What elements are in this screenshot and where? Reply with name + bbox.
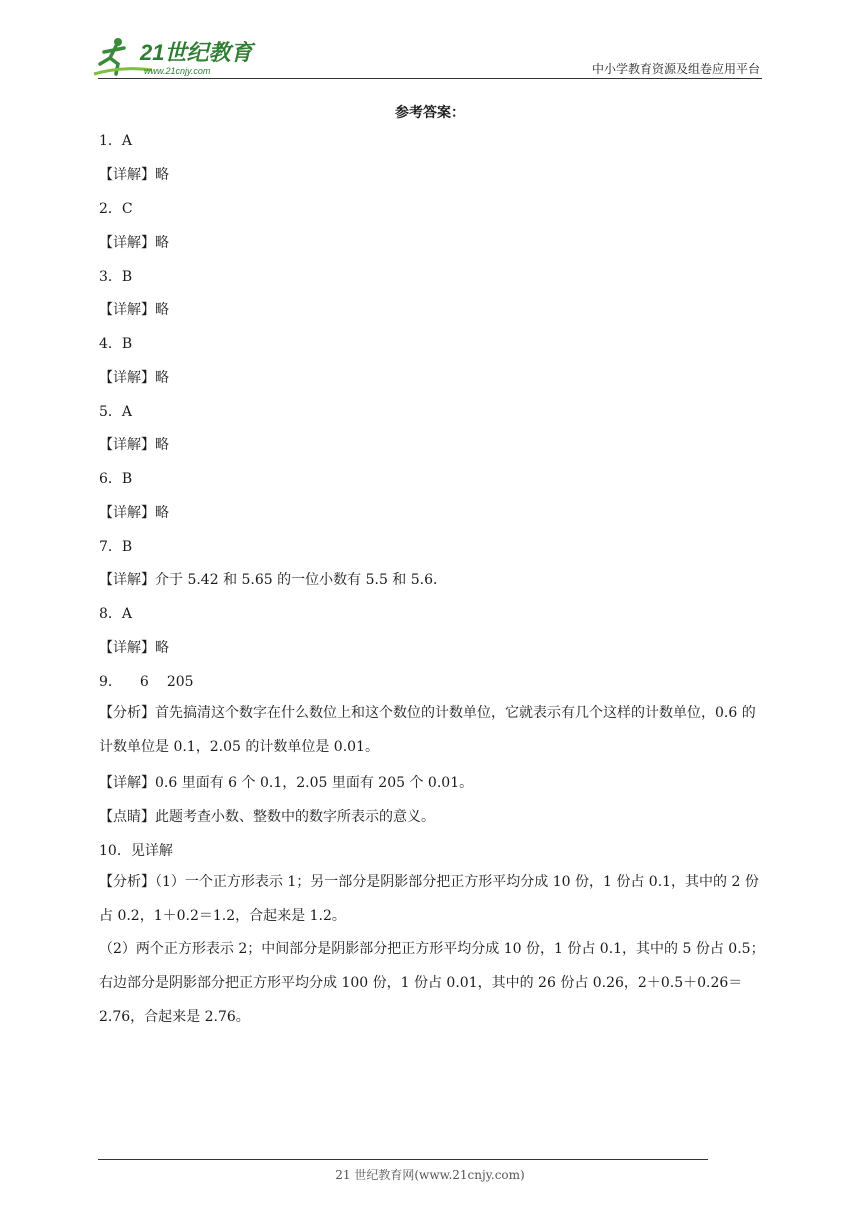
answer-1: 1．A: [99, 133, 133, 149]
answer-7: 7．B: [99, 539, 133, 555]
answer-5: 5．A: [99, 404, 133, 420]
comment-9: 【点睛】此题考查小数、整数中的数字所表示的意义。: [99, 809, 435, 825]
detail-1: 【详解】略: [99, 167, 169, 183]
answer-6: 6．B: [99, 471, 133, 487]
analysis-10-part-2: （2）两个正方形表示 2；中间部分是阴影部分把正方形平均分成 10 份，1 份占 0.1，其中的 5 份占 0.5；右边部分是阴影部分把正方形平均分成 100 份，1 份占 0.01，其中的 26 份占 0.26，2＋0.5＋0.26＝2.76，合起来是 2.76。: [99, 941, 765, 1025]
answer-2: 2．C: [99, 201, 133, 217]
answer-9-blank-2: 205: [166, 674, 194, 690]
logo-text: 21世纪教育: [140, 40, 253, 65]
analysis-9: 【分析】首先搞清这个数字在什么数位上和这个数位的计数单位，它就表示有几个这样的计数单位，0.6 的计数单位是 0.1，2.05 的计数单位是 0.01。: [99, 705, 756, 755]
platform-name: 中小学教育资源及组卷应用平台: [591, 62, 760, 76]
analysis-10-part-1: 【分析】（1）一个正方形表示 1；另一部分是阴影部分把正方形平均分成 10 份，1 份占 0.1，其中的 2 份占 0.2，1＋0.2＝1.2，合起来是 1.2。: [99, 874, 759, 924]
detail-5: 【详解】略: [99, 437, 169, 453]
answer-9-number: 9．: [99, 674, 122, 690]
detail-6: 【详解】略: [99, 505, 169, 521]
answer-4: 4．B: [99, 336, 133, 352]
answer-3: 3．B: [99, 269, 133, 285]
detail-8: 【详解】略: [99, 640, 169, 656]
detail-9: 【详解】0.6 里面有 6 个 0.1，2.05 里面有 205 个 0.01。: [99, 775, 474, 791]
logo-url: www.21cnjy.com: [144, 66, 211, 76]
answer-9: [99, 671, 194, 691]
footer-divider: [98, 1159, 708, 1160]
header-divider: [98, 78, 762, 79]
answer-9-blank-1: 6: [139, 674, 149, 690]
page-title: 参考答案：: [395, 105, 465, 121]
detail-7: 【详解】介于 5.42 和 5.65 的一位小数有 5.5 和 5.6．: [99, 572, 448, 588]
answer-8: 8．A: [99, 606, 133, 622]
answer-10: 10．见详解: [99, 843, 173, 859]
detail-3: 【详解】略: [99, 302, 169, 318]
site-logo: [92, 30, 262, 80]
detail-2: 【详解】略: [99, 235, 169, 251]
page-footer: 21 世纪教育网(www.21cnjy.com): [335, 1168, 525, 1182]
detail-4: 【详解】略: [99, 370, 169, 386]
